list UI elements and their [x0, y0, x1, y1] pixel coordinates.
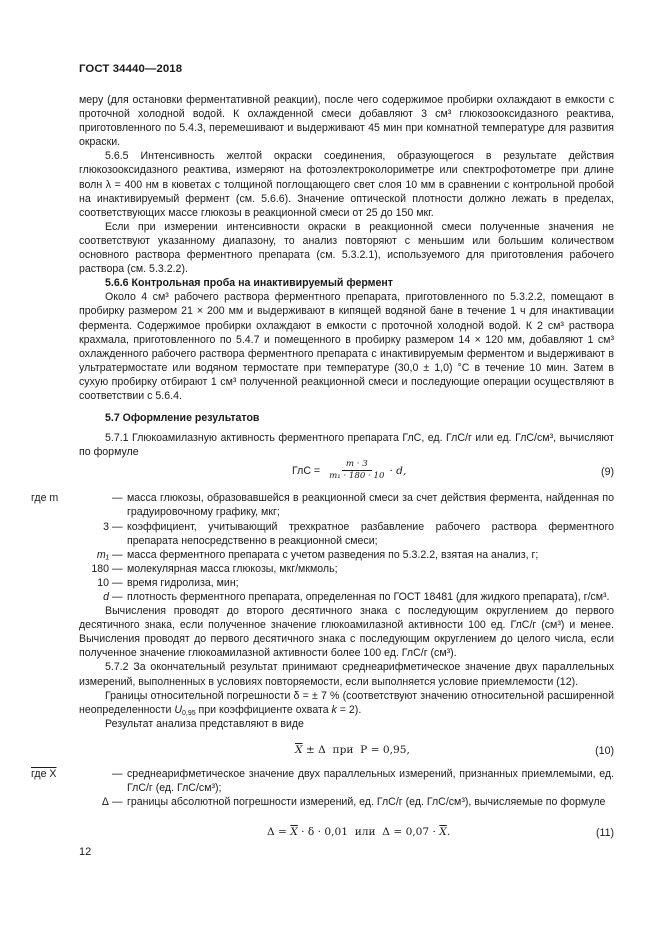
definition-symbol: где m	[31, 492, 59, 505]
definition-text: плотность ферментного препарата, определенная по ГОСТ 18481 (для жидкого препарата), г/см³.	[127, 591, 610, 603]
page-body	[31, 93, 614, 841]
paragraph-5-7-2: 5.7.2 За окончательный результат принимают среднеарифметическое значение двух параллельных измерений, выполненных в условиях повторяемости, если выполняется условие приемлемости (12).	[79, 661, 614, 688]
heading-5-6-6: 5.6.6 Контрольная проба на инактивируемый фермент	[105, 277, 393, 290]
definition-dash: —	[112, 591, 123, 603]
heading-5-7: 5.7 Оформление результатов	[105, 412, 260, 425]
document-header: ГОСТ 34440—2018	[79, 63, 183, 75]
formula-11-number: (11)	[595, 827, 614, 840]
formula-10-body: ± Δ при P = 0,95,	[302, 743, 410, 756]
definition-dash: —	[112, 796, 123, 809]
paragraph-control-sample: Около 4 см³ рабочего раствора ферментного препарата, приготовленного по 5.3.2.2, помещают в пробирку размером 21 × 200 мм и выдерживают в кипящей водяной бане в течение 1 ч для инактивации фермента. Содержимое пробирки охлаждают в емкости с проточной холодной водой. К 2 см³ раствора крахмала, приготовленного по 5.4.7 и помещенного в пробирку размером 14 × 120 мм, добавляют 1 см³ охлажденного рабочего раствора ферментного препарата с инактивируемым ферментом и выдерживают в ультратермостате или водяном термостате при температуре (30,0 ± 1,0) °С в течение 10 мин. Затем в сухую пробирку отбирают 1 см³ полученной реакционной смеси и последующие операции осуществляют в соответствии с 5.6.4.	[79, 291, 614, 402]
formula-11	[79, 825, 614, 841]
definition-text: молекулярная масса глюкозы, мкг/мкмоль;	[127, 562, 338, 575]
formula-10-number: (10)	[595, 744, 614, 757]
definition-symbol: m₁	[96, 548, 109, 561]
formula-11-xbar: $\overline{X}$	[439, 826, 447, 839]
paragraph-rounding: Вычисления проводят до второго десятичного знака с последующим округлением до первого десятичного знака, если полученное значение глюкоамилазной активности 100 ед. ГлС/г (см³) и менее. Вычисления проводят до первого десятичного знака с последующим округлением до целого числа, если полученное значение глюкоамилазной активности более 100 ед. ГлС/г (см³).	[79, 605, 614, 660]
formula-9-fraction	[327, 459, 386, 482]
definition-symbol: 10	[97, 576, 109, 589]
formula-10	[79, 743, 614, 759]
definition-row	[31, 767, 614, 795]
formula-11-xbar: $\overline{X}$	[290, 826, 298, 839]
formula-9-lhs: ГлС =	[292, 464, 321, 477]
formula-11-part: · δ · 0,01 или Δ = 0,07 ·	[297, 826, 440, 839]
definition-symbol: где X	[31, 767, 57, 780]
paragraph-error-bounds: Границы относительной погрешности δ = ± 7 % (соответствуют значению относительной расширенной неопределенности $U_{0,95}$ при коэффициенте охвата k = 2).	[79, 689, 614, 717]
definition-symbol: 3	[103, 520, 109, 533]
definition-row	[79, 562, 614, 576]
definition-dash: —	[112, 562, 123, 575]
definition-text: масса глюкозы, образовавшейся в реакционной смеси за счет действия фермента, найденная по градуировочному графику, мкг;	[127, 492, 614, 519]
definition-text: границы абсолютной погрешности измерений, ед. ГлС/г (ед. ГлС/см³), вычисляемые по формуле	[127, 796, 606, 809]
definition-row	[79, 548, 614, 562]
formula-9-numerator: m · 3	[342, 459, 372, 471]
formula-9-tail: · d,	[389, 464, 407, 477]
definition-symbol: Δ	[101, 796, 109, 809]
formula-11-part: .	[446, 826, 451, 839]
formula-9	[79, 459, 614, 485]
definition-text: масса ферментного препарата с учетом разведения по 5.3.2.2, взятая на анализ, г;	[127, 548, 539, 561]
formula-9-denominator: m₁ · 180 · 10	[329, 471, 385, 482]
definition-symbol: 180	[91, 562, 109, 575]
formula-11-part: Δ =	[267, 826, 291, 839]
definition-row	[31, 491, 614, 519]
definition-text: время гидролиза, мин;	[127, 576, 239, 589]
definition-text: среднеарифметическое значение двух параллельных измерений, признанных приемлемыми, ед. ГлС/г (ед. ГлС/см³);	[127, 767, 614, 795]
definition-dash: —	[112, 576, 123, 589]
formula-10-definitions	[31, 767, 614, 809]
paragraph-result-form: Результат анализа представляют в виде	[105, 717, 304, 730]
formula-10-xbar: $\overline{X}$	[295, 743, 303, 756]
definition-row	[79, 795, 614, 809]
page-number: 12	[79, 846, 92, 858]
definition-symbol: d	[103, 591, 109, 603]
definition-row	[79, 576, 614, 590]
paragraph-5-6-5: 5.6.5 Интенсивность желтой окраски соединения, образующегося в результате действия глюкозооксидазного реактива, измеряют на фотоэлектроколориметре или спектрофотометре при длине волн λ = 400 нм в кюветах с толщиной поглощающего свет слоя 10 мм в сравнении с контрольной пробой на инактивируемый фермент (см. 5.6.6). Значение оптической плотности должно лежать в пределах, соответствующих массе глюкозы в реакционной смеси от 25 до 150 мкг.	[79, 150, 614, 219]
paragraph-range-note: Если при измерении интенсивности окраски в реакционной смеси полученные значения не соответствуют указанному диапазону, то анализ повторяют с меньшим или большим количеством основного раствора ферментного препарата (см. 5.3.2.1), используемого для приготовления рабочего раствора (см. 5.3.2.2).	[79, 220, 614, 276]
definition-text: коэффициент, учитывающий трехкратное разбавление рабочего раствора ферментного препарата непосредственно в реакционной смеси;	[127, 520, 614, 547]
definition-row	[79, 520, 614, 548]
paragraph-continuation: меру (для остановки ферментативной реакции), после чего содержимое пробирки охлаждают в емкости с проточной холодной водой. К охлажденной смеси добавляют 3 см³ глюкозооксидазного реактива, приготовленного по 5.4.3, перемешивают и выдерживают 45 мин при комнатной температуре для развития окраски.	[79, 94, 614, 149]
definition-dash: —	[112, 548, 123, 561]
definition-dash: —	[112, 520, 123, 533]
paragraph-5-7-1: 5.7.1 Глюкоамилазную активность ферментного препарата ГлС, ед. ГлС/г или ед. ГлС/см³, вычисляют по формуле	[79, 432, 614, 459]
formula-9-number: (9)	[601, 466, 614, 479]
definition-dash: —	[112, 767, 123, 780]
definition-dash: —	[112, 492, 123, 505]
formula-9-definitions	[31, 491, 614, 604]
definition-row	[79, 590, 614, 604]
